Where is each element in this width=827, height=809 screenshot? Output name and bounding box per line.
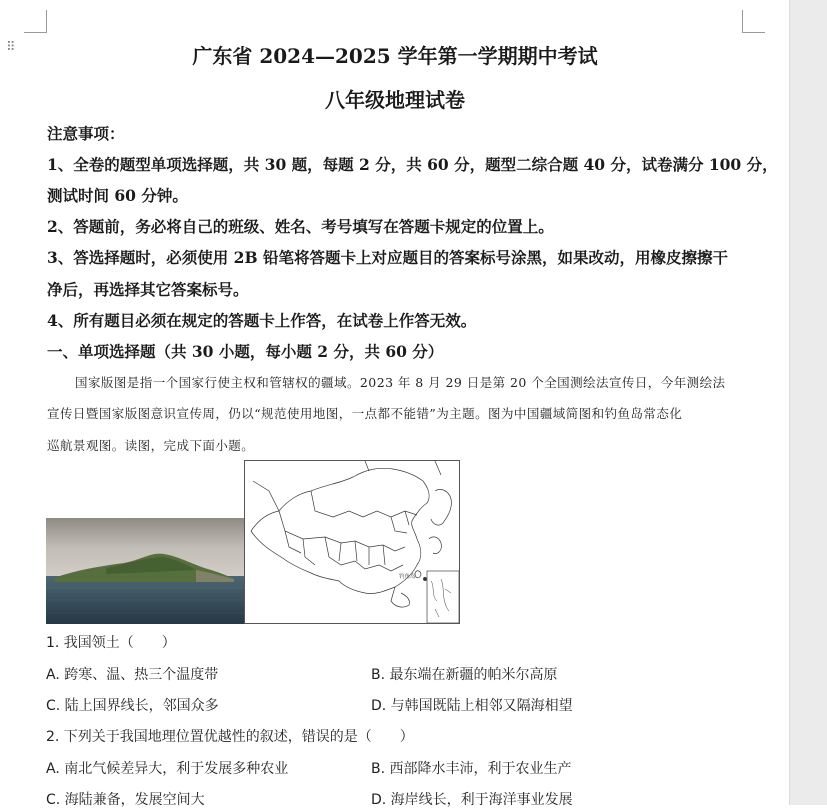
diaoyu-island-photo — [46, 518, 244, 624]
page-corner-mark-right — [742, 10, 765, 33]
intro-line-1: 国家版图是指一个国家行使主权和管辖权的疆域。2023 年 8 月 29 日是第 20 个全国测绘法宣传日，今年测绘法 — [75, 375, 726, 390]
exam-title: 广东省 2024—2025 学年第一学期期中考试 — [192, 44, 598, 68]
note-item-1-line-2: 测试时间 60 分钟。 — [47, 186, 188, 205]
note-item-3-line-2: 净后，再选择其它答案标号。 — [47, 280, 249, 299]
question-2-option-d: D. 海岸线长，利于海洋事业发展 — [371, 792, 573, 808]
vertical-scrollbar[interactable] — [789, 0, 827, 805]
intro-line-2: 宣传日暨国家版图意识宣传周，仍以“规范使用地图，一点都不能错”为主题。图为中国疆域简图和钓鱼岛常态化 — [47, 406, 683, 421]
question-1-option-a: A. 跨寒、温、热三个温度带 — [46, 667, 219, 683]
question-2-option-b: B. 西部降水丰沛，利于农业生产 — [371, 761, 572, 777]
question-1-option-d: D. 与韩国既陆上相邻又隔海相望 — [371, 698, 573, 714]
question-2-option-a: A. 南北气候差异大，利于发展多种农业 — [46, 761, 289, 777]
note-item-3-line-1: 3、答选择题时，必须使用 2B 铅笔将答题卡上对应题目的答案标号涂黑，如果改动，用橡皮擦擦干 — [47, 248, 728, 267]
question-2-stem: 2. 下列关于我国地理位置优越性的叙述，错误的是（ ） — [46, 729, 414, 745]
note-item-2: 2、答题前，务必将自己的班级、姓名、考号填写在答题卡规定的位置上。 — [47, 217, 554, 236]
section-1-heading: 一、单项选择题（共 30 小题，每小题 2 分，共 60 分） — [47, 342, 444, 361]
question-1-option-c: C. 陆上国界线长，邻国众多 — [46, 698, 219, 714]
note-item-4: 4、所有题目必须在规定的答题卡上作答，在试卷上作答无效。 — [47, 311, 477, 330]
question-1-option-b: B. 最东端在新疆的帕米尔高原 — [371, 667, 558, 683]
drag-handle-icon[interactable]: ⠿ — [6, 40, 15, 55]
intro-line-3: 巡航景观图。读图，完成下面小题。 — [47, 438, 255, 453]
question-2-option-c: C. 海陆兼备，发展空间大 — [46, 792, 205, 808]
exam-subtitle: 八年级地理试卷 — [325, 88, 465, 112]
question-1-stem: 1. 我国领土（ ） — [46, 635, 176, 651]
page-corner-mark-left — [24, 10, 47, 33]
notes-heading: 注意事项： — [47, 124, 125, 143]
note-item-1-line-1: 1、全卷的题型单项选择题，共 30 题，每题 2 分，共 60 分，题型二综合题 40 分，试卷满分 100 分， — [47, 155, 778, 174]
china-territory-map — [244, 460, 460, 624]
map-label-diaoyu: 钓鱼岛 — [399, 574, 416, 580]
